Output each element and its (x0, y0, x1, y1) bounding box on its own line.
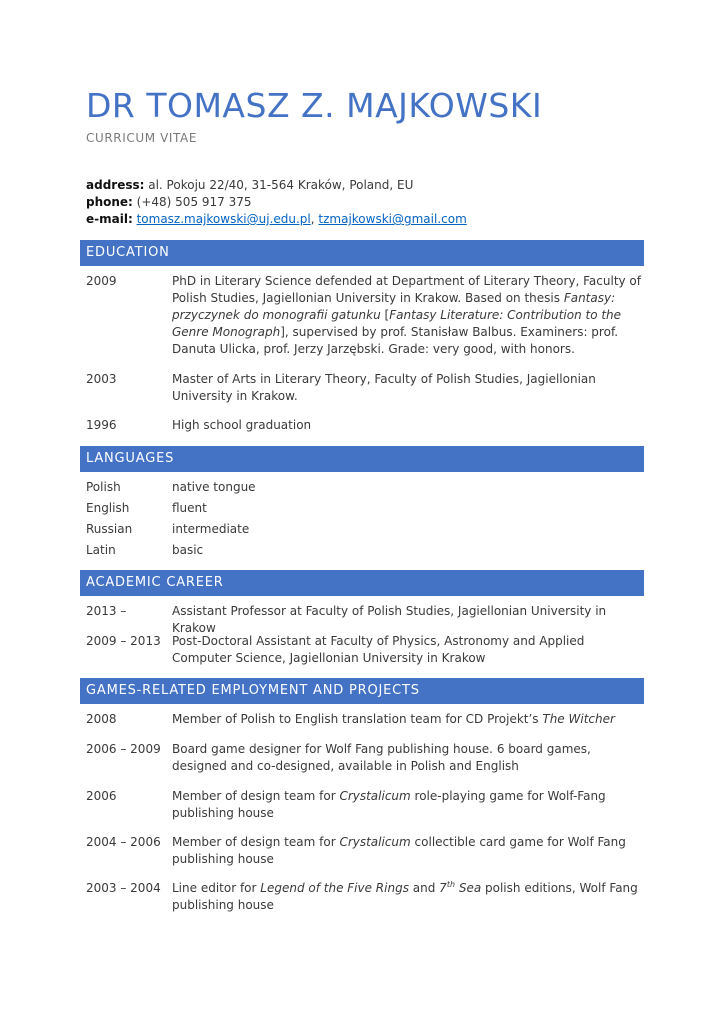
academic-description: Assistant Professor at Faculty of Polish Studies, Jagiellonian University in Krakow (172, 604, 607, 635)
email-line (86, 211, 467, 228)
section-education-header: EDUCATION (80, 240, 644, 266)
games-date: 2008 (86, 712, 117, 726)
address-value: al. Pokoju 22/40, 31-564 Kraków, Poland, EU (144, 178, 414, 192)
page-title: DR TOMASZ Z. MAJKOWSKI (86, 86, 543, 125)
phone-line (86, 194, 467, 211)
academic-date: 2009 – 2013 (86, 634, 161, 648)
email-label: e-mail: (86, 212, 133, 226)
language-level: fluent (172, 501, 207, 515)
education-date: 2003 (86, 372, 117, 386)
games-date: 2003 – 2004 (86, 881, 161, 895)
email-link-uj[interactable]: tomasz.majkowski@uj.edu.pl (136, 212, 311, 226)
address-label: address: (86, 178, 145, 192)
language-level: basic (172, 543, 204, 557)
games-date: 2006 – 2009 (86, 742, 161, 756)
email-link-gmail[interactable]: tzmajkowski@gmail.com (318, 212, 467, 226)
education-description: Master of Arts in Literary Theory, Faculty of Polish Studies, Jagiellonian University in Krakow. (172, 372, 596, 403)
education-date: 2009 (86, 274, 117, 288)
section-games-header: GAMES-RELATED EMPLOYMENT AND PROJECTS (80, 678, 644, 704)
games-description: Member of design team for Crystalicum collectible card game for Wolf Fang publishing house (172, 835, 626, 866)
games-description: Board game designer for Wolf Fang publishing house. 6 board games, designed and co-designed, available in Polish and English (172, 742, 591, 773)
language-name: Polish (86, 480, 121, 494)
games-description: Member of design team for Crystalicum role-playing game for Wolf-Fang publishing house (172, 789, 606, 820)
page-subtitle: CURRICUM VITAE (86, 131, 198, 145)
language-name: Latin (86, 543, 116, 557)
education-description: High school graduation (172, 418, 312, 432)
education-description: PhD in Literary Science defended at Department of Literary Theory, Faculty of Polish Studies, Jagiellonian University in Krakow. Based on thesis Fantasy: przyczynek do monografii gatunku [Fantasy Literature: Contribution to the Genre Monograph], supervised by prof. Stanisław Balbus. Examiners: prof. Danuta Ulicka, prof. Jerzy Jarzębski. Grade: very good, with honors. (172, 274, 642, 356)
games-description: Member of Polish to English translation team for CD Projekt’s The Witcher (172, 712, 615, 726)
address-line (86, 177, 467, 194)
games-description: Line editor for Legend of the Five Rings and 7th Sea polish editions, Wolf Fang publishing house (172, 880, 638, 912)
language-level: intermediate (172, 522, 250, 536)
phone-label: phone: (86, 195, 133, 209)
section-academic-header: ACADEMIC CAREER (80, 570, 644, 596)
section-languages-header: LANGUAGES (80, 446, 644, 472)
phone-value: (+48) 505 917 375 (132, 195, 252, 209)
academic-description: Post-Doctoral Assistant at Faculty of Physics, Astronomy and Applied Computer Science, Jagiellonian University in Krakow (172, 634, 585, 665)
games-date: 2004 – 2006 (86, 835, 161, 849)
academic-date: 2013 – (86, 604, 127, 618)
education-date: 1996 (86, 418, 117, 432)
language-name: Russian (86, 522, 133, 536)
games-date: 2006 (86, 789, 117, 803)
email-separator: , (310, 212, 319, 226)
contact-block (86, 177, 467, 228)
language-name: English (86, 501, 130, 515)
language-level: native tongue (172, 480, 256, 494)
